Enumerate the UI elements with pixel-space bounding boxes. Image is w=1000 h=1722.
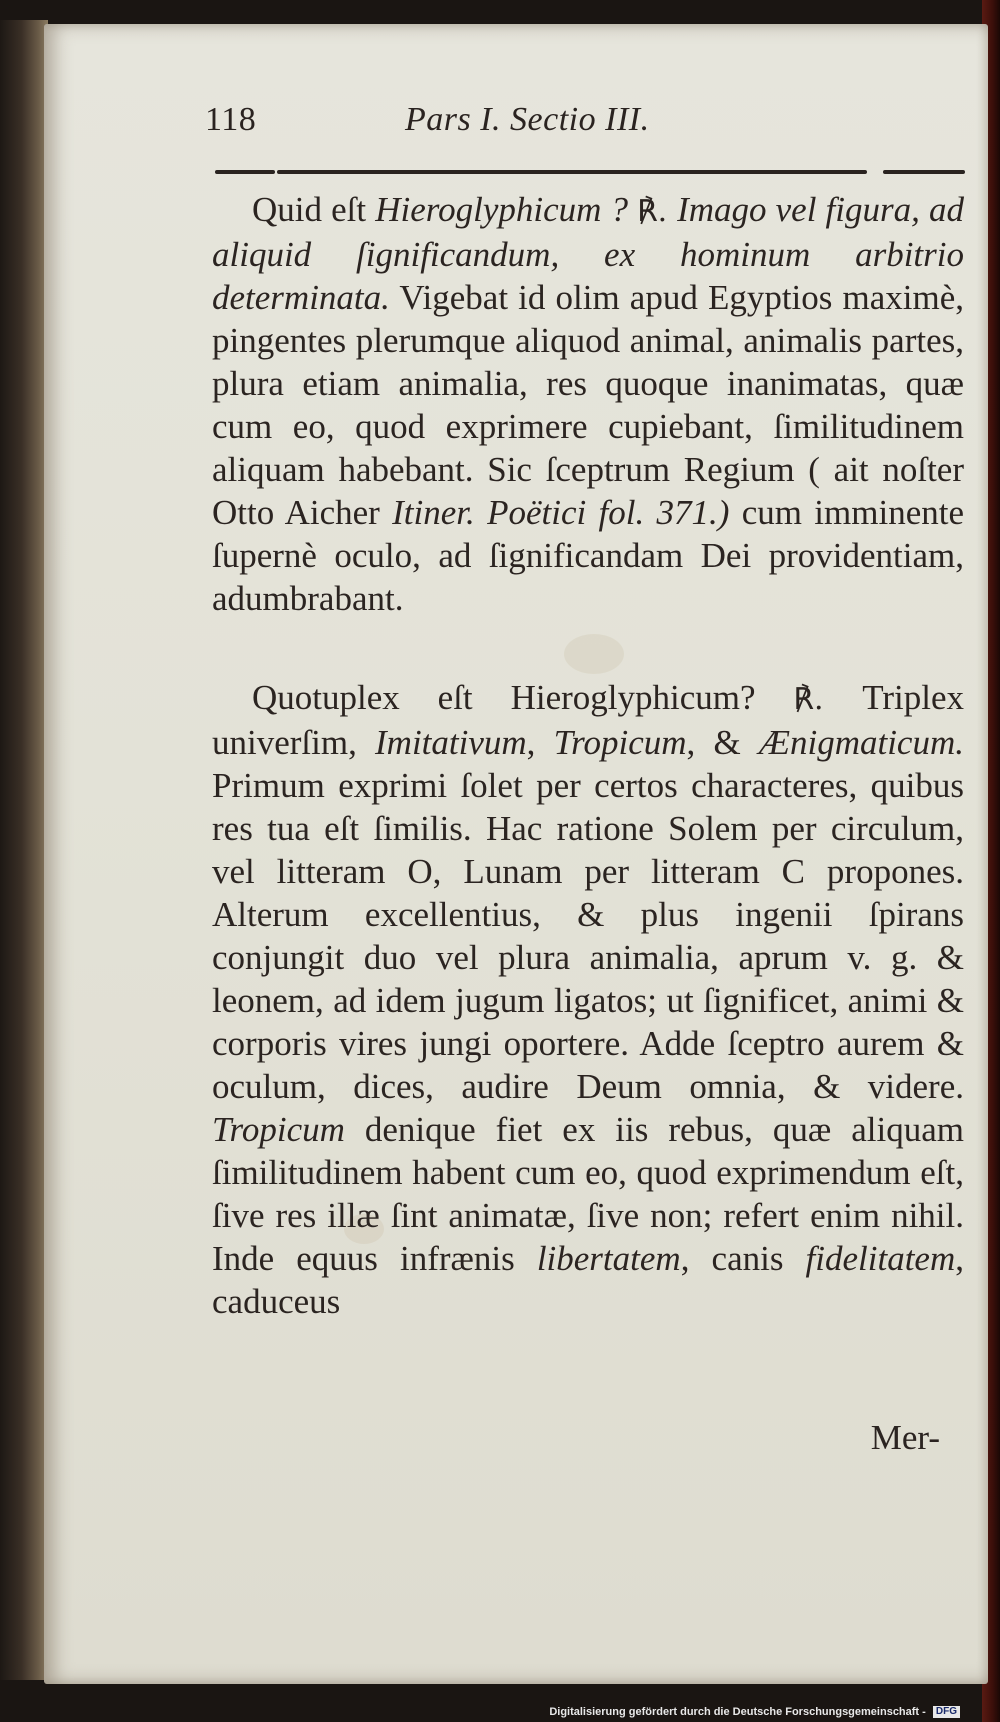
text-run: Quid eſt bbox=[252, 190, 376, 229]
italic-text-run: Itiner. Poëtici fol. 371.) bbox=[392, 493, 730, 532]
italic-text-run: Ænigmaticum. bbox=[758, 723, 964, 762]
body-text bbox=[212, 188, 964, 1323]
catchword: Mer- bbox=[870, 1418, 940, 1457]
italic-text-run: Imago vel figura, ad aliquid ſignificandum, ex hominum arbitrio determinata. bbox=[212, 190, 964, 317]
text-run: Vigebat id olim apud Egyptios maximè, pingentes plerumque aliquod animal, animalis partes, plura etiam animalia, res quoque inanimatas, quæ cum eo, quod exprimere cupiebant, ſimilitudinem aliquam habebant. Sic ſceptrum Regium ( ait noſter Otto Aicher bbox=[212, 278, 964, 532]
paragraph-2 bbox=[212, 676, 964, 1323]
italic-text-run: libertatem bbox=[536, 1239, 681, 1278]
italic-text-run: Hieroglyphicum ? bbox=[375, 190, 638, 229]
section-title: Pars I. Sectio III. bbox=[405, 101, 650, 138]
text-run: Quotuplex eſt Hieroglyphicum? bbox=[252, 678, 794, 717]
text-run: Primum exprimi ſolet per certos characteres, quibus res tua eſt ſimilis. Hac ratione Solem per circulum, vel litteram O, Lunam per litteram C propones. Alterum excellentius, & plus ingenii ſpirans conjungit duo vel plura animalia, aprum v. g. & leonem, ad idem jugum ligatos; ut ſignificet, animi & corporis vires jungi oportere. Adde ſceptro aurem & oculum, dices, audire Deum omnia, & videre. bbox=[212, 766, 964, 1106]
book-edge bbox=[0, 20, 48, 1680]
italic-text-run: Tropicum bbox=[553, 723, 687, 762]
paragraph-1 bbox=[212, 188, 964, 620]
text-run: , & bbox=[686, 723, 759, 762]
running-head-area bbox=[165, 96, 965, 144]
text-run: , caduceus bbox=[212, 1239, 964, 1321]
text-run: denique fiet ex iis rebus, quæ aliquam ſimilitudinem habent cum eo, quod exprimendum eſt, ſive res illæ ſint animatæ, ſive non; refert enim nihil. Inde equus infrænis bbox=[212, 1110, 964, 1278]
text-run: , canis bbox=[680, 1239, 806, 1278]
text-run: cum imminente ſupernè oculo, ad ſignificandam Dei providentiam, adumbrabant. bbox=[212, 493, 964, 618]
text-run: , bbox=[526, 723, 554, 762]
running-head bbox=[165, 96, 965, 144]
dfg-logo: DFG bbox=[933, 1706, 960, 1718]
italic-text-run: Imitativum bbox=[375, 723, 527, 762]
page-number: 118 bbox=[205, 101, 257, 138]
text-run: Triplex univerſim, bbox=[212, 678, 964, 762]
italic-text-run: Tropicum bbox=[212, 1110, 345, 1149]
italic-text-run: fidelitatem bbox=[805, 1239, 956, 1278]
digitization-credit bbox=[549, 1706, 960, 1718]
text-run: ℟. bbox=[793, 682, 863, 717]
credit-text: Digitalisierung gefördert durch die Deutsche Forschungsgemeinschaft - bbox=[549, 1705, 926, 1718]
header-rule bbox=[215, 170, 965, 176]
text-run: ℟. bbox=[637, 194, 678, 229]
